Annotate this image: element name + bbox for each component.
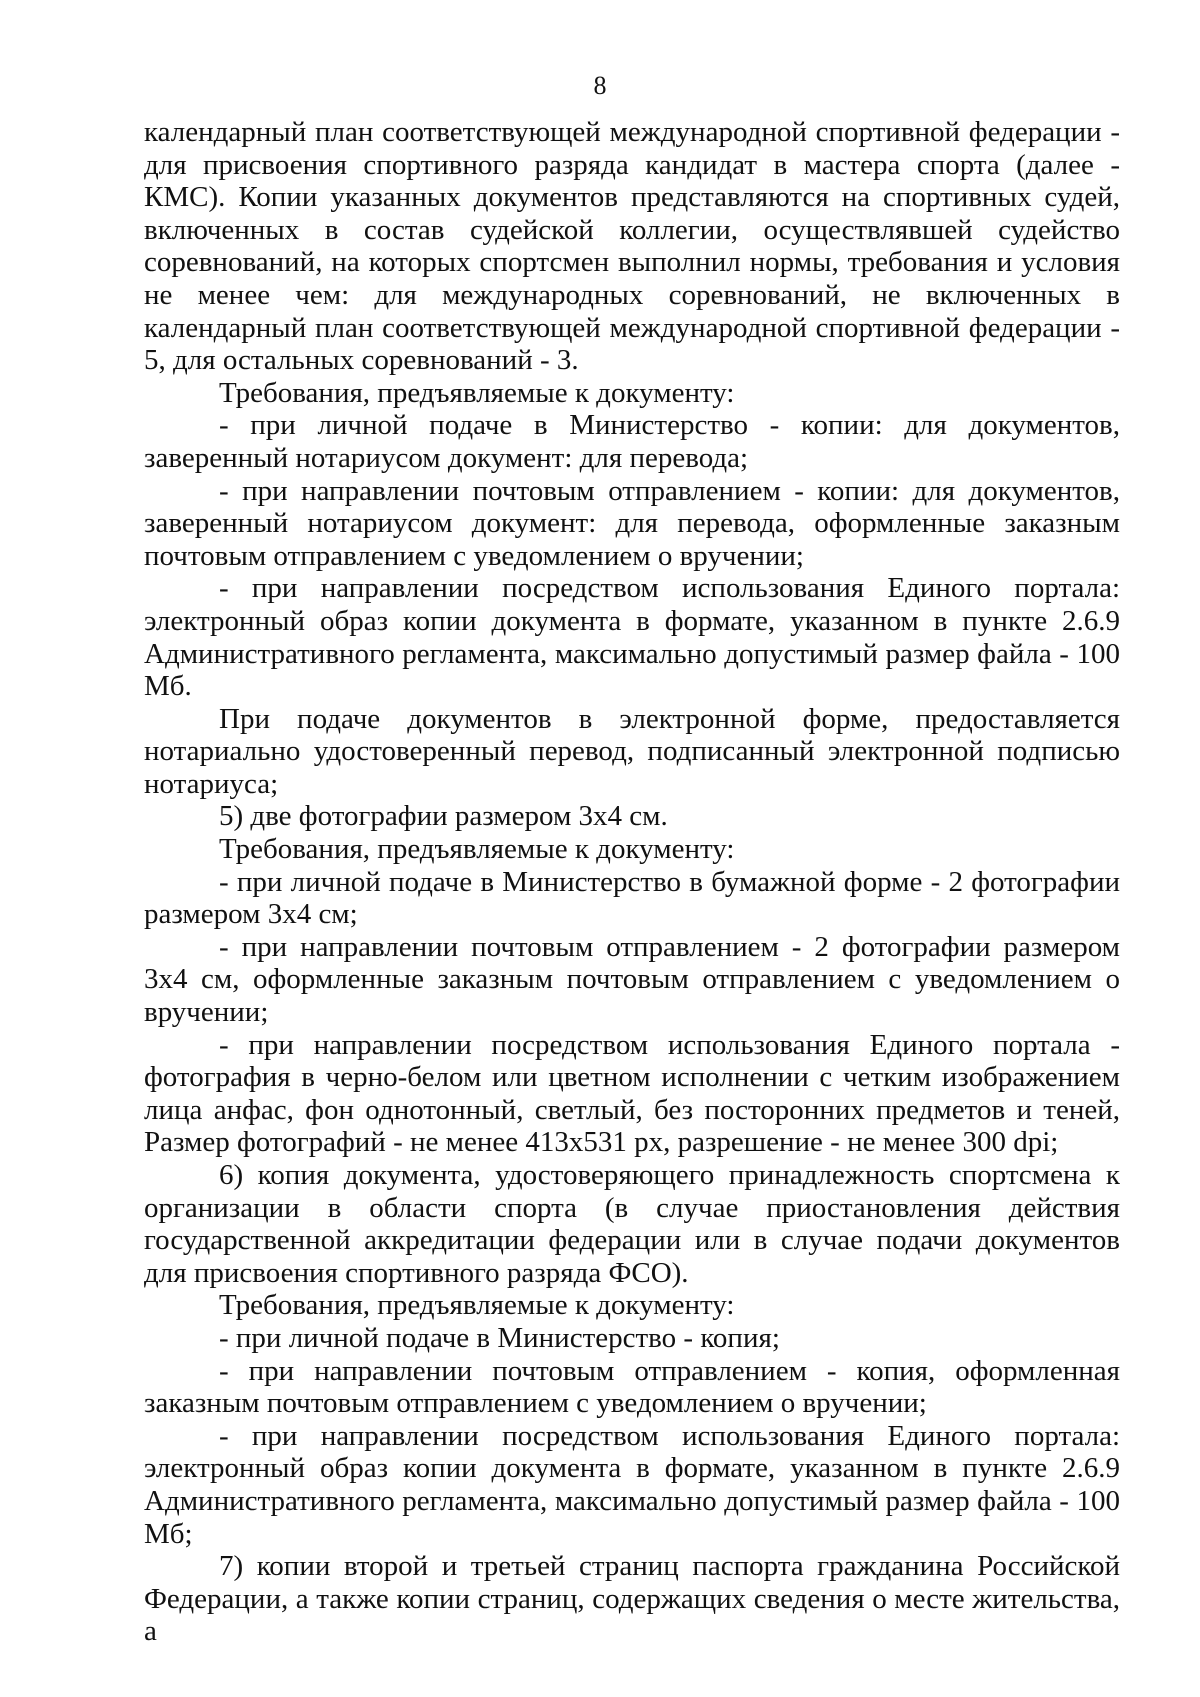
paragraph: - при личной подаче в Министерство - копии: для документов, заверенный нотариусом документ: для перевода; (144, 409, 1120, 474)
paragraph: - при личной подаче в Министерство в бумажной форме - 2 фотографии размером 3х4 см; (144, 865, 1120, 931)
paragraph: Требования, предъявляемые к документу: (219, 833, 735, 866)
paragraph: - при направлении посредством использования Единого портала - фотография в черно-белом или цветном исполнении с четким изображением лица анфас, фон однотонный, светлый, без посторонних предметов и теней, Размер фотографий - не менее 413x531 px, разрешение - не менее 300 dpi; (144, 1028, 1120, 1159)
paragraph: Требования, предъявляемые к документу: (219, 376, 735, 409)
paragraph: - при направлении почтовым отправлением - копии: для документов, заверенный нотариусом документ: для перевода, оформленные заказным почтовым отправлением с уведомлением о вручении; (144, 474, 1120, 572)
paragraph: - при направлении посредством использования Единого портала: электронный образ копии документа в формате, указанном в пункте 2.6.9 Административного регламента, максимально допустимый размер файла - 100 Мб. (144, 572, 1120, 703)
document-body (144, 116, 1120, 1648)
paragraph: 5) две фотографии размером 3х4 см. (219, 800, 668, 833)
paragraph: календарный план соответствующей международной спортивной федерации - для присвоения спортивного разряда кандидат в мастера спорта (далее - КМС). Копии указанных документов представляются на спортивных судей, включенных в состав судейской коллегии, осуществлявшей судейство соревнований, на которых спортсмен выполнил нормы, требования и условия не менее чем: для международных соревнований, не включенных в календарный план соответствующей международной спортивной федерации - 5, для остальных соревнований - 3. (144, 116, 1120, 377)
paragraph: 6) копия документа, удостоверяющего принадлежность спортсмена к организации в области спорта (в случае приостановления действия государственной аккредитации федерации или в случае подачи документов для присвоения спортивного разряда ФСО). (144, 1159, 1120, 1289)
paragraph: Требования, предъявляемые к документу: (219, 1289, 735, 1322)
paragraph: - при направлении почтовым отправлением - копия, оформленная заказным почтовым отправлением с уведомлением о вручении; (144, 1354, 1120, 1420)
paragraph: 7) копии второй и третьей страниц паспорта гражданина Российской Федерации, а также копии страниц, содержащих сведения о месте жительства, а (144, 1550, 1120, 1648)
page-number: 8 (593, 71, 607, 100)
paragraph: При подаче документов в электронной форме, предоставляется нотариально удостоверенный перевод, подписанный электронной подписью нотариуса; (144, 702, 1120, 800)
paragraph: - при направлении посредством использования Единого портала: электронный образ копии документа в формате, указанном в пункте 2.6.9 Административного регламента, максимально допустимый размер файла - 100 Мб; (144, 1419, 1120, 1550)
paragraph: - при личной подаче в Министерство - копия; (219, 1321, 780, 1354)
paragraph: - при направлении почтовым отправлением - 2 фотографии размером 3х4 см, оформленные заказным почтовым отправлением с уведомлением о вручении; (144, 930, 1120, 1029)
